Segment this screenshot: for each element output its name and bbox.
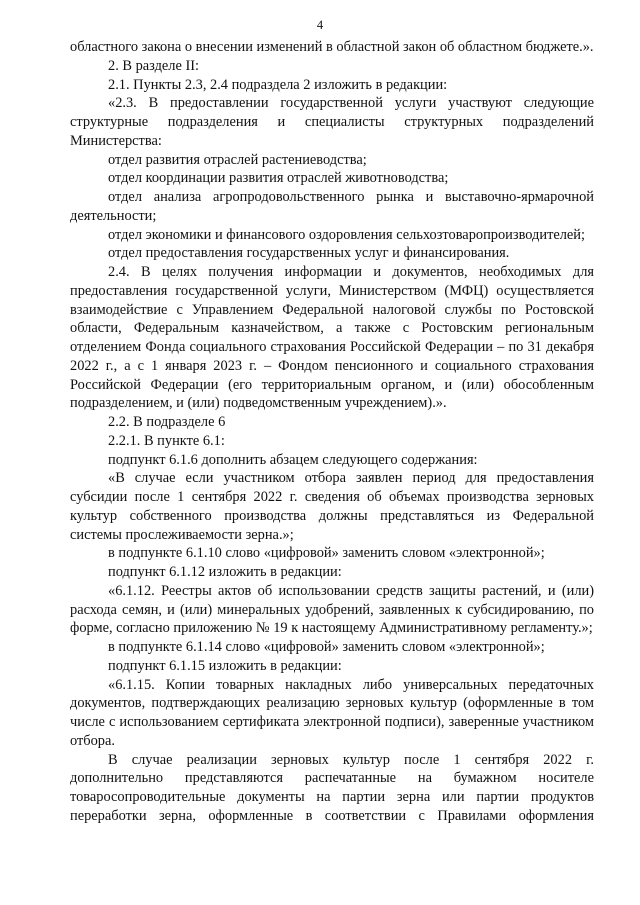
paragraph-subitem-6-1-10: в подпункте 6.1.10 слово «цифровой» заменить словом «электронной»;: [108, 545, 545, 562]
list-item-economics-department: отдел экономики и финансового оздоровления сельхозтоваропроизводителей;: [108, 226, 586, 243]
paragraph-item-2-2-1: 2.2.1. В пункте 6.1:: [108, 432, 225, 449]
paragraph-subsection-6: 2.2. В подразделе 6: [108, 414, 226, 430]
paragraph-budget-law-ending: областного закона о внесении изменений в областной закон об областном бюджете.».: [70, 39, 594, 55]
paragraph-item-6-1-12-text: «6.1.12. Реестры актов об использовании средств защиты растений, и (или) расхода семян, и (или) минеральных удобрений, заявленных к субсидированию, по форме, согласно приложению № 19 к настоящему Административному регламенту.»;: [70, 582, 594, 637]
page-number: 4: [316, 18, 324, 32]
paragraph-item-2-3: «2.3. В предоставлении государственной услуги участвуют следующие структурные подразделения и специалисты структурных подразделений Министерства:: [70, 95, 594, 149]
paragraph-subitem-6-1-14: в подпункте 6.1.14 слово «цифровой» заменить словом «электронной»;: [108, 639, 545, 655]
paragraph-section-2: 2. В разделе II:: [108, 57, 200, 74]
document-body: [70, 38, 594, 826]
list-item-public-services-department: отдел предоставления государственных услуг и финансирования.: [108, 245, 510, 262]
paragraph-grain-traceability: «В случае если участником отбора заявлен период для предоставления субсидии после 1 сентября 2022 г. сведения об объемах производства зерновых культур собственного производства должны представляться из Федеральной системы прослеживаемости зерна.»;: [70, 470, 594, 543]
paragraph-item-6-1-15-text: «6.1.15. Копии товарных накладных либо универсальных передаточных документов, подтверждающих реализацию зерновых культур (оформленные в том числе с использованием сертификата электронной подписи), заверенные участником отбора.: [70, 676, 594, 749]
paragraph-subitem-6-1-12: подпункт 6.1.12 изложить в редакции:: [108, 564, 342, 580]
paragraph-item-2-4: 2.4. В целях получения информации и документов, необходимых для предоставления государственной услуги, Министерством (МФЦ) осуществляется взаимодействие с Управлением Федеральной налоговой службы по Ростовской области, Федеральным казначейством, а также с Ростовским региональным отделением Фонда социального страхования Российской Федерации – по 31 декабря 2022 г., а с 1 января 2023 г. – Фондом пенсионного и социального страхования Российской Федерации (его территориальным органом, и (или) обособленным подразделением, и (или) подведомственным учреждением).».: [70, 264, 594, 412]
list-item-livestock-department: отдел координации развития отраслей животноводства;: [108, 170, 449, 187]
paragraph-item-2-1: 2.1. Пункты 2.3, 2.4 подраздела 2 изложить в редакции:: [108, 76, 448, 93]
paragraph-subitem-6-1-15: подпункт 6.1.15 изложить в редакции:: [108, 657, 342, 674]
list-item-market-analysis-department: отдел анализа агропродовольственного рынка и выставочно-ярмарочной деятельности;: [70, 189, 594, 224]
paragraph-after-september-2022: В случае реализации зерновых культур после 1 сентября 2022 г. дополнительно представляются распечатанные на бумажном носителе товаросопроводительные документы на партии зерна или партии продуктов переработки зерна, оформленные в соответствии с Правилами оформления: [70, 751, 594, 824]
paragraph-subitem-6-1-6: подпункт 6.1.6 дополнить абзацем следующего содержания:: [108, 451, 478, 468]
list-item-crop-department: отдел развития отраслей растениеводства;: [108, 151, 367, 168]
